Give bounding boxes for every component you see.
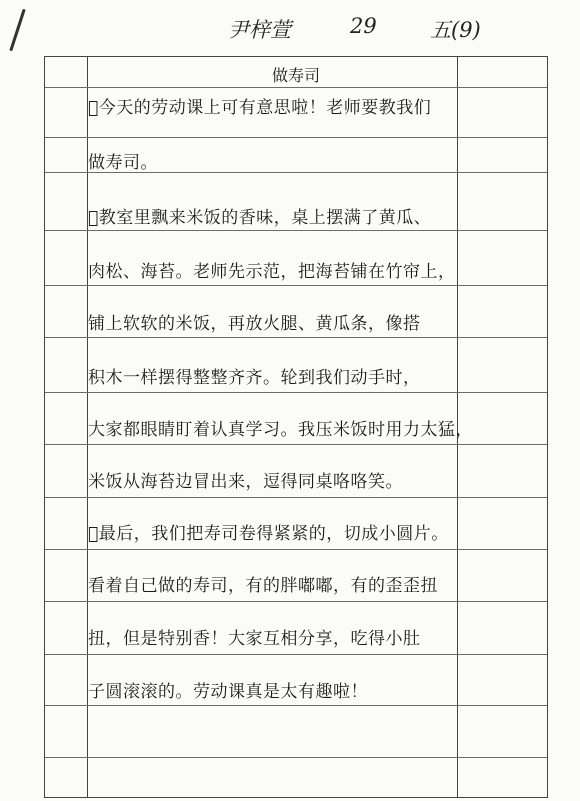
rule-line bbox=[45, 337, 547, 338]
rule-line bbox=[45, 285, 547, 286]
essay-line: 大家都眼睛盯着认真学习。我压米饭时用力太猛， bbox=[88, 420, 473, 440]
rule-line bbox=[45, 392, 547, 393]
essay-line: 􀀀今天的劳动课上可有意思啦！老师要教我们 bbox=[88, 98, 432, 118]
rule-line bbox=[45, 137, 547, 138]
essay-line: 看着自己做的寿司，有的胖嘟嘟，有的歪歪扭 bbox=[88, 576, 438, 596]
essay-line: 子圆滚滚的。劳动课真是太有趣啦！ bbox=[88, 682, 368, 702]
rule-line bbox=[45, 549, 547, 550]
student-class: 五(9) bbox=[430, 18, 481, 42]
essay-line: 铺上软软的米饭，再放火腿、黄瓜条，像搭 bbox=[88, 314, 421, 334]
rule-line bbox=[45, 601, 547, 602]
pen-mark bbox=[9, 9, 25, 52]
essay-title: 做寿司 bbox=[271, 66, 320, 85]
rule-line bbox=[45, 444, 547, 445]
rule-line bbox=[45, 87, 547, 88]
essay-line: 􀀀教室里飘来米饭的香味，桌上摆满了黄瓜、 bbox=[88, 208, 432, 228]
essay-line: 􀀀最后，我们把寿司卷得紧紧的，切成小圆片。 bbox=[88, 524, 449, 544]
essay-line: 积木一样摆得整整齐齐。轮到我们动手时， bbox=[88, 368, 421, 388]
essay-line: 扭，但是特别香！大家互相分享，吃得小肚 bbox=[88, 629, 421, 649]
essay-line: 米饭从海苔边冒出来，逗得同桌咯咯笑。 bbox=[88, 472, 403, 492]
essay-line: 肉松、海苔。老师先示范，把海苔铺在竹帘上， bbox=[88, 262, 456, 282]
student-number: 29 bbox=[350, 14, 377, 38]
rule-line bbox=[45, 757, 547, 758]
student-name: 尹梓萱 bbox=[228, 18, 291, 42]
rule-line bbox=[45, 230, 547, 231]
rule-line bbox=[45, 497, 547, 498]
essay-line: 做寿司。 bbox=[88, 153, 158, 173]
ruled-sheet bbox=[44, 56, 548, 798]
rule-line bbox=[45, 705, 547, 706]
rule-line bbox=[45, 654, 547, 655]
